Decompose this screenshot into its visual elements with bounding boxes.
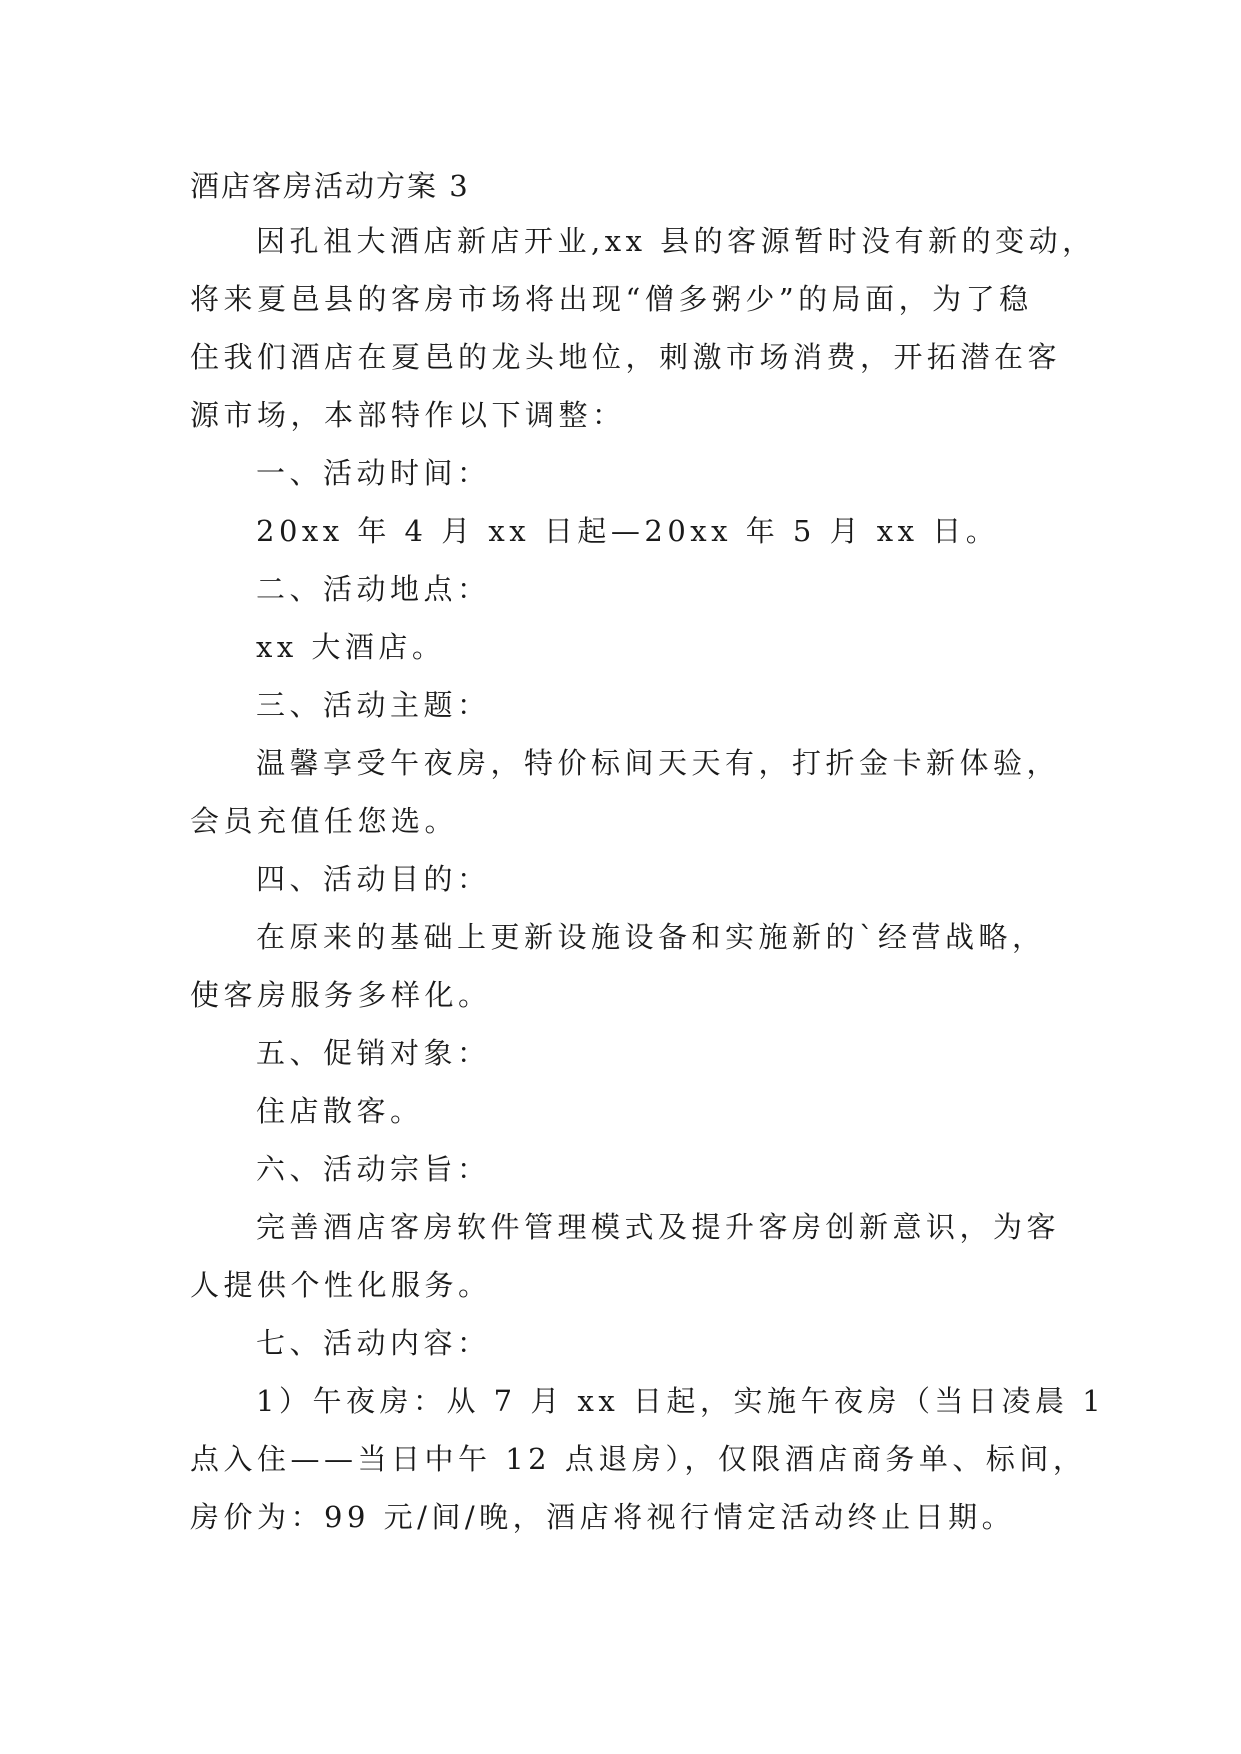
document-body [190, 160, 1106, 1546]
paragraph-line: 源市场，本部特作以下调整： [190, 398, 626, 432]
section-heading-location: 二、活动地点： [256, 572, 491, 606]
paragraph-line: 住我们酒店在夏邑的龙头地位，刺激市场消费，开拓潜在客 [190, 340, 1062, 374]
paragraph-line: 会员充值任您选。 [190, 804, 459, 838]
section-heading-purpose: 四、活动目的： [256, 862, 491, 896]
section-heading-time: 一、活动时间： [256, 456, 491, 490]
paragraph-line: 完善酒店客房软件管理模式及提升客房创新意识，为客 [256, 1210, 1061, 1244]
paragraph-line: 1）午夜房：从 7 月 xx 日起，实施午夜房（当日凌晨 1 [256, 1384, 1106, 1418]
paragraph-line: 20xx 年 4 月 xx 日起—20xx 年 5 月 xx 日。 [256, 514, 1000, 548]
section-heading-content: 七、活动内容： [256, 1326, 491, 1360]
paragraph-line: 使客房服务多样化。 [190, 978, 492, 1012]
document-title: 酒店客房活动方案 3 [190, 169, 470, 203]
paragraph-line: xx 大酒店。 [256, 630, 446, 664]
paragraph-line: 点入住——当日中午 12 点退房），仅限酒店商务单、标间， [190, 1442, 1087, 1476]
paragraph-line: 住店散客。 [256, 1094, 424, 1128]
paragraph-line: 温馨享受午夜房，特价标间天天有，打折金卡新体验， [256, 746, 1061, 780]
section-heading-target: 五、促销对象： [256, 1036, 491, 1070]
paragraph-line: 房价为：99 元/间/晚，酒店将视行情定活动终止日期。 [190, 1500, 1016, 1534]
paragraph-line: 人提供个性化服务。 [190, 1268, 492, 1302]
section-heading-aim: 六、活动宗旨： [256, 1152, 491, 1186]
paragraph-line: 因孔祖大酒店新店开业,xx 县的客源暂时没有新的变动， [256, 224, 1096, 258]
paragraph-line: 将来夏邑县的客房市场将出现“僧多粥少”的局面，为了稳 [190, 282, 1033, 316]
paragraph-line: 在原来的基础上更新设施设备和实施新的`经营战略， [256, 920, 1046, 954]
section-heading-theme: 三、活动主题： [256, 688, 491, 722]
